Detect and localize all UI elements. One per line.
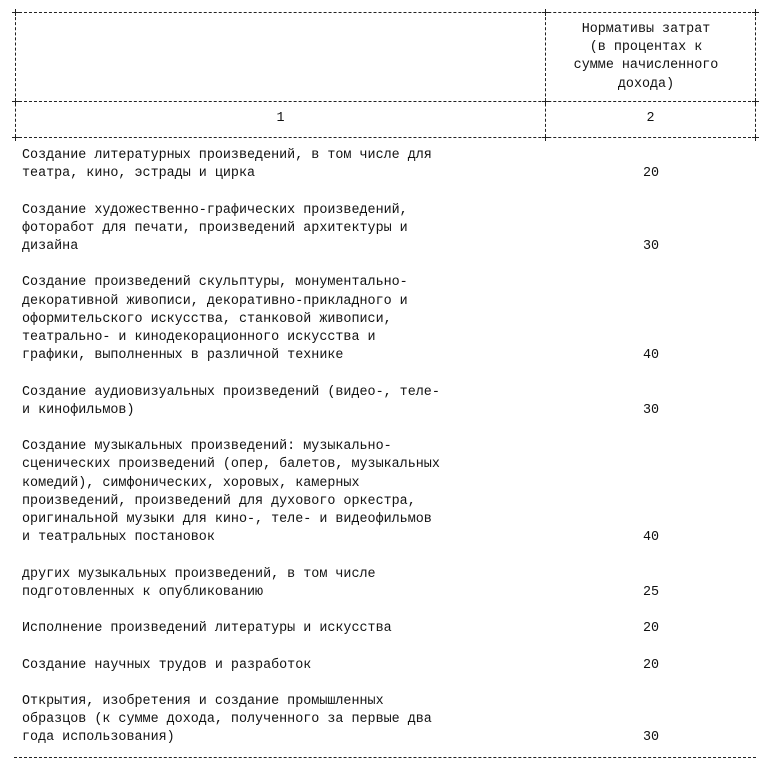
row-description-line: фоторабот для печати, произведений архитектуры и (22, 220, 408, 236)
row-description-line: Исполнение произведений литературы и искусства (22, 621, 392, 637)
row-description-line: и кинофильмов) (22, 402, 135, 418)
row-description (22, 202, 552, 257)
row-description-line: и театральных постановок (22, 530, 215, 546)
table-row (22, 274, 752, 365)
junction-mark (542, 98, 549, 105)
junction-mark (12, 134, 19, 141)
row-cost-norm-value: 20 (642, 657, 660, 673)
row-description-line: оформительского искусства, станковой живописи, (22, 311, 392, 327)
row-description-line: дизайна (22, 239, 79, 254)
row-description-line: произведений, произведений для духового оркестра, (22, 493, 416, 509)
table-header-divider (14, 101, 756, 102)
row-cost-norm-value: 40 (642, 530, 660, 546)
row-description-line: образцов (к сумме дохода, полученного за первые два (22, 712, 432, 728)
row-description-line: Создание художественно-графических произведений, (22, 202, 408, 218)
row-description-line: года использования) (22, 730, 175, 746)
row-description (22, 274, 552, 365)
row-description (22, 620, 552, 638)
row-description-line: комедий), симфонических, хоровых, камерных (22, 475, 360, 491)
row-cost-norm-value: 20 (642, 166, 660, 182)
row-description-line: других музыкальных произведений, в том числе (22, 566, 376, 582)
table-top-border (14, 12, 756, 13)
row-description (22, 693, 552, 748)
row-description-line: сценических произведений (опер, балетов, музыкальных (22, 457, 440, 473)
junction-mark (12, 98, 19, 105)
row-description-line: театра, кино, эстрады и цирка (22, 166, 256, 182)
table-body (22, 147, 752, 766)
table-row (22, 693, 752, 748)
junction-mark (752, 98, 759, 105)
row-description (22, 438, 552, 547)
junction-mark (542, 9, 549, 16)
row-description-line: графики, выполненных в различной технике (22, 348, 344, 364)
row-cost-norm-value: 25 (642, 584, 660, 600)
junction-mark (12, 9, 19, 16)
table-row (22, 147, 752, 183)
junction-mark (752, 9, 759, 16)
row-description-line: театрально- и кинодекорационного искусства и (22, 330, 376, 345)
row-description (22, 657, 552, 675)
row-description-line: Создание литературных произведений, в том числе для (22, 148, 432, 163)
row-description-line: Создание произведений скульптуры, монументально- (22, 275, 408, 291)
row-cost-norm-value: 30 (642, 239, 660, 254)
table-row (22, 438, 752, 547)
column-number-1: 1 (276, 111, 285, 126)
junction-mark (752, 134, 759, 141)
table-column-number-divider (14, 137, 756, 138)
row-cost-norm-value: 40 (642, 348, 660, 364)
header-cost-norms: Нормативы затрат (в процентах к сумме начисленного дохода) (573, 22, 719, 92)
row-description-line: оригинальной музыки для кино-, теле- и видеофильмов (22, 512, 432, 527)
row-description-line: Создание музыкальных произведений: музыкально- (22, 439, 392, 455)
table-row (22, 620, 752, 638)
row-cost-norm-value: 30 (642, 730, 660, 746)
row-description-line: Открытия, изобретения и создание промышленных (22, 693, 384, 709)
table-row (22, 566, 752, 602)
row-description (22, 147, 552, 183)
row-cost-norm-value: 30 (642, 402, 660, 418)
table-row (22, 202, 752, 257)
row-description-line: декоративной живописи, декоративно-прикладного и (22, 293, 408, 309)
row-description-line: Создание научных трудов и разработок (22, 657, 312, 673)
row-description (22, 566, 552, 602)
table-row (22, 657, 752, 675)
row-cost-norm-value: 20 (642, 621, 660, 637)
table-row (22, 384, 752, 420)
column-number-2: 2 (646, 111, 655, 126)
row-description-line: Создание аудиовизуальных произведений (видео-, теле- (22, 384, 440, 400)
row-description (22, 384, 552, 420)
junction-mark (542, 134, 549, 141)
table-right-border (755, 12, 756, 137)
row-description-line: подготовленных к опубликованию (22, 584, 264, 600)
